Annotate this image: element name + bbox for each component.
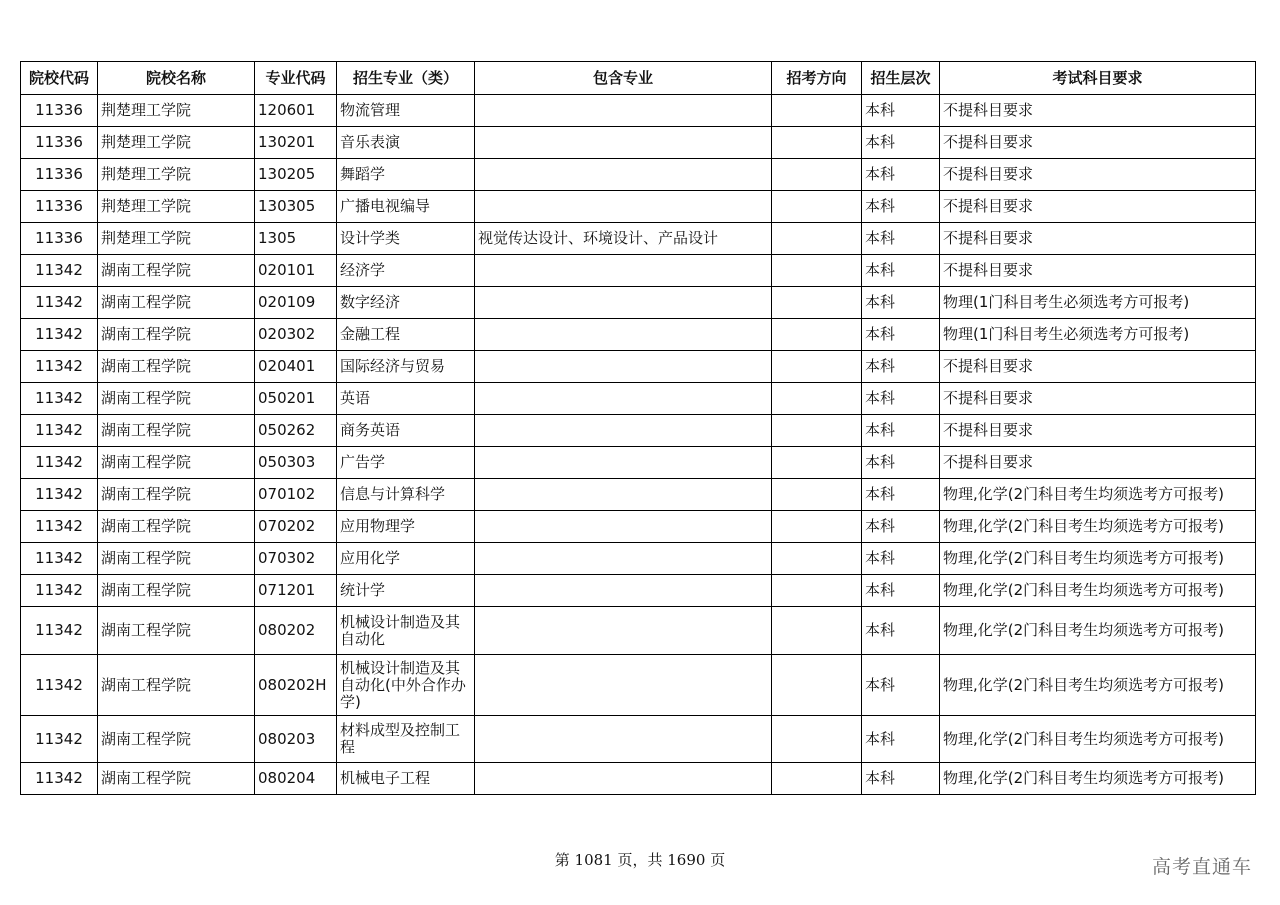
major-cell: 材料成型及控制工程: [337, 716, 475, 763]
major-cell: 商务英语: [337, 415, 475, 447]
level-cell: 本科: [862, 383, 940, 415]
school-name-cell: 荆楚理工学院: [98, 223, 255, 255]
direction-cell: [772, 287, 862, 319]
table-body: [21, 95, 1256, 795]
direction-cell: [772, 447, 862, 479]
level-cell: 本科: [862, 716, 940, 763]
level-cell: 本科: [862, 287, 940, 319]
major-code-cell: 020101: [255, 255, 337, 287]
major-cell: 广告学: [337, 447, 475, 479]
header-major-code: 专业代码: [255, 62, 337, 95]
school-name-cell: 湖南工程学院: [98, 543, 255, 575]
table-row: [21, 191, 1256, 223]
major-code-cell: 050262: [255, 415, 337, 447]
school-name-cell: 湖南工程学院: [98, 447, 255, 479]
included-majors-cell: [475, 95, 772, 127]
major-code-cell: 080202: [255, 607, 337, 655]
level-cell: 本科: [862, 607, 940, 655]
major-code-cell: 080204: [255, 763, 337, 795]
school-name-cell: 湖南工程学院: [98, 383, 255, 415]
included-majors-cell: [475, 127, 772, 159]
level-cell: 本科: [862, 127, 940, 159]
table-row: [21, 95, 1256, 127]
included-majors-cell: [475, 575, 772, 607]
level-cell: 本科: [862, 191, 940, 223]
level-cell: 本科: [862, 223, 940, 255]
table-row: [21, 415, 1256, 447]
included-majors-cell: [475, 763, 772, 795]
major-cell: 音乐表演: [337, 127, 475, 159]
header-subject-requirements: 考试科目要求: [940, 62, 1256, 95]
included-majors-cell: [475, 383, 772, 415]
header-direction: 招考方向: [772, 62, 862, 95]
subject-requirements-cell: 不提科目要求: [940, 159, 1256, 191]
major-cell: 机械电子工程: [337, 763, 475, 795]
direction-cell: [772, 159, 862, 191]
major-code-cell: 1305: [255, 223, 337, 255]
level-cell: 本科: [862, 655, 940, 716]
major-cell: 英语: [337, 383, 475, 415]
included-majors-cell: [475, 191, 772, 223]
school-name-cell: 荆楚理工学院: [98, 191, 255, 223]
table-row: [21, 319, 1256, 351]
direction-cell: [772, 543, 862, 575]
school-name-cell: 湖南工程学院: [98, 255, 255, 287]
subject-requirements-cell: 物理,化学(2门科目考生均须选考方可报考): [940, 607, 1256, 655]
school-code-cell: 11342: [21, 543, 98, 575]
school-code-cell: 11342: [21, 319, 98, 351]
major-code-cell: 080202H: [255, 655, 337, 716]
level-cell: 本科: [862, 511, 940, 543]
school-code-cell: 11342: [21, 763, 98, 795]
major-code-cell: 120601: [255, 95, 337, 127]
school-code-cell: 11342: [21, 415, 98, 447]
school-name-cell: 湖南工程学院: [98, 655, 255, 716]
included-majors-cell: [475, 415, 772, 447]
school-code-cell: 11342: [21, 351, 98, 383]
school-name-cell: 湖南工程学院: [98, 287, 255, 319]
table-row: [21, 543, 1256, 575]
included-majors-cell: [475, 511, 772, 543]
level-cell: 本科: [862, 95, 940, 127]
header-school-code: 院校代码: [21, 62, 98, 95]
major-code-cell: 130201: [255, 127, 337, 159]
included-majors-cell: [475, 607, 772, 655]
table-row: [21, 223, 1256, 255]
level-cell: 本科: [862, 447, 940, 479]
table-header-row: [21, 62, 1256, 95]
major-code-cell: 080203: [255, 716, 337, 763]
major-cell: 物流管理: [337, 95, 475, 127]
major-code-cell: 130305: [255, 191, 337, 223]
direction-cell: [772, 575, 862, 607]
major-cell: 经济学: [337, 255, 475, 287]
subject-requirements-cell: 物理,化学(2门科目考生均须选考方可报考): [940, 543, 1256, 575]
school-name-cell: 湖南工程学院: [98, 479, 255, 511]
school-code-cell: 11342: [21, 575, 98, 607]
level-cell: 本科: [862, 255, 940, 287]
school-code-cell: 11336: [21, 191, 98, 223]
included-majors-cell: [475, 716, 772, 763]
subject-requirements-cell: 物理,化学(2门科目考生均须选考方可报考): [940, 763, 1256, 795]
included-majors-cell: 视觉传达设计、环境设计、产品设计: [475, 223, 772, 255]
school-code-cell: 11342: [21, 287, 98, 319]
table-row: [21, 351, 1256, 383]
table-row: [21, 447, 1256, 479]
direction-cell: [772, 191, 862, 223]
level-cell: 本科: [862, 415, 940, 447]
table-row: [21, 716, 1256, 763]
table-row: [21, 159, 1256, 191]
major-cell: 机械设计制造及其自动化(中外合作办学): [337, 655, 475, 716]
watermark-text: 高考直通车: [1151, 856, 1252, 878]
school-code-cell: 11342: [21, 655, 98, 716]
subject-requirements-cell: 物理,化学(2门科目考生均须选考方可报考): [940, 575, 1256, 607]
direction-cell: [772, 479, 862, 511]
direction-cell: [772, 415, 862, 447]
table-row: [21, 127, 1256, 159]
page-number: 第 1081 页，共 1690 页: [554, 851, 726, 869]
subject-requirements-cell: 不提科目要求: [940, 415, 1256, 447]
direction-cell: [772, 655, 862, 716]
included-majors-cell: [475, 351, 772, 383]
major-cell: 广播电视编导: [337, 191, 475, 223]
school-code-cell: 11342: [21, 607, 98, 655]
level-cell: 本科: [862, 319, 940, 351]
table-row: [21, 287, 1256, 319]
major-code-cell: 020302: [255, 319, 337, 351]
school-name-cell: 湖南工程学院: [98, 763, 255, 795]
major-cell: 统计学: [337, 575, 475, 607]
direction-cell: [772, 716, 862, 763]
level-cell: 本科: [862, 543, 940, 575]
level-cell: 本科: [862, 763, 940, 795]
direction-cell: [772, 255, 862, 287]
school-name-cell: 湖南工程学院: [98, 575, 255, 607]
major-cell: 金融工程: [337, 319, 475, 351]
admissions-table: [20, 61, 1256, 795]
school-name-cell: 湖南工程学院: [98, 319, 255, 351]
school-code-cell: 11342: [21, 479, 98, 511]
table-row: [21, 511, 1256, 543]
major-cell: 信息与计算科学: [337, 479, 475, 511]
school-code-cell: 11342: [21, 447, 98, 479]
school-code-cell: 11336: [21, 127, 98, 159]
direction-cell: [772, 763, 862, 795]
table-row: [21, 763, 1256, 795]
header-school-name: 院校名称: [98, 62, 255, 95]
major-cell: 国际经济与贸易: [337, 351, 475, 383]
school-name-cell: 湖南工程学院: [98, 511, 255, 543]
subject-requirements-cell: 物理,化学(2门科目考生均须选考方可报考): [940, 655, 1256, 716]
subject-requirements-cell: 物理,化学(2门科目考生均须选考方可报考): [940, 479, 1256, 511]
included-majors-cell: [475, 447, 772, 479]
direction-cell: [772, 607, 862, 655]
direction-cell: [772, 383, 862, 415]
level-cell: 本科: [862, 351, 940, 383]
included-majors-cell: [475, 159, 772, 191]
major-cell: 数字经济: [337, 287, 475, 319]
school-code-cell: 11342: [21, 716, 98, 763]
major-cell: 设计学类: [337, 223, 475, 255]
included-majors-cell: [475, 479, 772, 511]
major-cell: 机械设计制造及其自动化: [337, 607, 475, 655]
direction-cell: [772, 351, 862, 383]
major-cell: 应用化学: [337, 543, 475, 575]
subject-requirements-cell: 不提科目要求: [940, 383, 1256, 415]
subject-requirements-cell: 不提科目要求: [940, 447, 1256, 479]
subject-requirements-cell: 物理,化学(2门科目考生均须选考方可报考): [940, 716, 1256, 763]
direction-cell: [772, 319, 862, 351]
major-cell: 应用物理学: [337, 511, 475, 543]
school-name-cell: 荆楚理工学院: [98, 95, 255, 127]
included-majors-cell: [475, 655, 772, 716]
school-code-cell: 11336: [21, 159, 98, 191]
direction-cell: [772, 127, 862, 159]
school-code-cell: 11342: [21, 255, 98, 287]
subject-requirements-cell: 物理(1门科目考生必须选考方可报考): [940, 319, 1256, 351]
major-code-cell: 020401: [255, 351, 337, 383]
subject-requirements-cell: 不提科目要求: [940, 223, 1256, 255]
subject-requirements-cell: 不提科目要求: [940, 351, 1256, 383]
level-cell: 本科: [862, 575, 940, 607]
table-row: [21, 575, 1256, 607]
header-level: 招生层次: [862, 62, 940, 95]
included-majors-cell: [475, 287, 772, 319]
table-row: [21, 607, 1256, 655]
table-row: [21, 255, 1256, 287]
school-code-cell: 11336: [21, 223, 98, 255]
school-name-cell: 荆楚理工学院: [98, 127, 255, 159]
included-majors-cell: [475, 543, 772, 575]
header-major: 招生专业（类）: [337, 62, 475, 95]
school-name-cell: 湖南工程学院: [98, 716, 255, 763]
level-cell: 本科: [862, 479, 940, 511]
table-row: [21, 383, 1256, 415]
direction-cell: [772, 223, 862, 255]
school-code-cell: 11342: [21, 383, 98, 415]
school-code-cell: 11336: [21, 95, 98, 127]
major-code-cell: 070302: [255, 543, 337, 575]
major-code-cell: 071201: [255, 575, 337, 607]
direction-cell: [772, 95, 862, 127]
direction-cell: [772, 511, 862, 543]
school-name-cell: 荆楚理工学院: [98, 159, 255, 191]
included-majors-cell: [475, 255, 772, 287]
table-row: [21, 479, 1256, 511]
major-code-cell: 130205: [255, 159, 337, 191]
major-code-cell: 050303: [255, 447, 337, 479]
major-code-cell: 070202: [255, 511, 337, 543]
subject-requirements-cell: 不提科目要求: [940, 255, 1256, 287]
major-code-cell: 070102: [255, 479, 337, 511]
major-cell: 舞蹈学: [337, 159, 475, 191]
subject-requirements-cell: 不提科目要求: [940, 95, 1256, 127]
subject-requirements-cell: 物理,化学(2门科目考生均须选考方可报考): [940, 511, 1256, 543]
header-included-majors: 包含专业: [475, 62, 772, 95]
subject-requirements-cell: 物理(1门科目考生必须选考方可报考): [940, 287, 1256, 319]
level-cell: 本科: [862, 159, 940, 191]
major-code-cell: 020109: [255, 287, 337, 319]
school-name-cell: 湖南工程学院: [98, 415, 255, 447]
major-code-cell: 050201: [255, 383, 337, 415]
subject-requirements-cell: 不提科目要求: [940, 127, 1256, 159]
school-name-cell: 湖南工程学院: [98, 607, 255, 655]
school-code-cell: 11342: [21, 511, 98, 543]
table-row: [21, 655, 1256, 716]
included-majors-cell: [475, 319, 772, 351]
subject-requirements-cell: 不提科目要求: [940, 191, 1256, 223]
school-name-cell: 湖南工程学院: [98, 351, 255, 383]
